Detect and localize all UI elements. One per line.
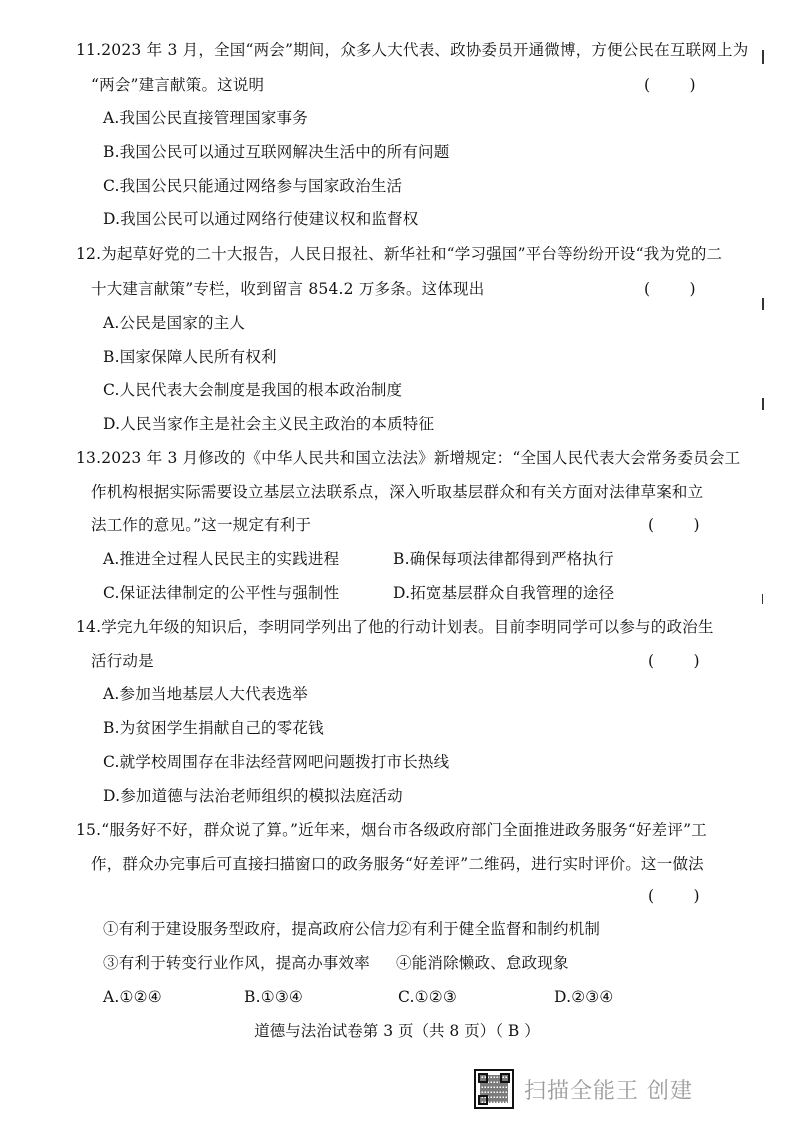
- q13-option-b: B.确保每项法律都得到严格执行: [393, 550, 614, 568]
- q11-option-c: C.我国公民只能通过网络参与国家政治生活: [103, 177, 403, 195]
- q12-option-d: D.人民当家作主是社会主义民主政治的本质特征: [103, 415, 435, 433]
- q11-stem-line-1: 11.2023 年 3 月，全国“两会”期间，众多人大代表、政协委员开通微博，方便公民在互联网上为: [76, 41, 749, 59]
- q11-stem-line-2: “两会”建言献策。这说明: [91, 76, 265, 94]
- q12-stem-line-1: 12.为起草好党的二十大报告，人民日报社、新华社和“学习强国”平台等纷纷开设“我为党的二: [76, 245, 723, 263]
- qr-code-icon: [474, 1069, 514, 1109]
- scanner-watermark: [474, 1068, 693, 1110]
- q15-option-b: B.①③④: [244, 988, 304, 1006]
- q15-option-c: C.①②③: [398, 988, 457, 1006]
- q12-answer-paren: ( ): [644, 280, 696, 298]
- q14-stem-line-1: 14.学完九年级的知识后，李明同学列出了他的行动计划表。目前李明同学可以参与的政治生: [76, 618, 714, 636]
- q11-answer-paren: ( ): [644, 76, 696, 94]
- q15-statement-1: ①有利于建设服务型政府，提高政府公信力: [103, 920, 402, 938]
- q12-option-b: B.国家保障人民所有权利: [103, 348, 277, 366]
- q13-stem-line-1: 13.2023 年 3 月修改的《中华人民共和国立法法》新增规定：“全国人民代表大会常务委员会工: [76, 449, 741, 467]
- q12-stem-line-2: 十大建言献策”专栏，收到留言 854.2 万多条。这体现出: [91, 280, 485, 298]
- q12-option-a: A.公民是国家的主人: [103, 314, 246, 332]
- watermark-text: 扫描全能王 创建: [524, 1078, 693, 1104]
- q14-option-b: B.为贫困学生捐献自己的零花钱: [103, 719, 324, 737]
- edge-mark: [762, 594, 763, 604]
- edge-mark: [762, 50, 764, 64]
- q14-answer-paren: ( ): [648, 652, 700, 670]
- q15-statement-3: ③有利于转变行业作风，提高办事效率: [103, 954, 370, 972]
- q15-answer-paren: ( ): [648, 887, 700, 905]
- q15-stem-line-2: 作，群众办完事后可直接扫描窗口的政务服务“好差评”二维码，进行实时评价。这一做法: [91, 855, 704, 873]
- q15-stem-line-1: 15.“服务好不好，群众说了算。”近年来，烟台市各级政府部门全面推进政务服务“好差评”工: [76, 821, 707, 839]
- q15-option-a: A.①②④: [103, 988, 162, 1006]
- q15-option-d: D.②③④: [554, 988, 614, 1006]
- q12-option-c: C.人民代表大会制度是我国的根本政治制度: [103, 381, 403, 399]
- edge-mark: [762, 298, 764, 310]
- q14-option-d: D.参加道德与法治老师组织的模拟法庭活动: [103, 787, 403, 805]
- q13-option-c: C.保证法律制定的公平性与强制性: [103, 584, 340, 602]
- q11-option-a: A.我国公民直接管理国家事务: [103, 109, 308, 127]
- q11-option-b: B.我国公民可以通过互联网解决生活中的所有问题: [103, 143, 450, 161]
- q15-statement-4: ④能消除懒政、怠政现象: [396, 954, 569, 972]
- q13-stem-line-3: 法工作的意见。”这一规定有利于: [91, 516, 312, 534]
- q14-option-c: C.就学校周围存在非法经营网吧问题拨打市长热线: [103, 753, 450, 771]
- q13-option-d: D.拓宽基层群众自我管理的途径: [393, 584, 615, 602]
- q11-option-d: D.我国公民可以通过网络行使建议权和监督权: [103, 210, 419, 228]
- q14-stem-line-2: 活行动是: [91, 652, 154, 670]
- q15-statement-2: ②有利于健全监督和制约机制: [396, 920, 601, 938]
- q14-option-a: A.参加当地基层人大代表选举: [103, 685, 308, 703]
- q13-stem-line-2: 作机构根据实际需要设立基层立法联系点，深入听取基层群众和有关方面对法律草案和立: [91, 483, 704, 501]
- q13-answer-paren: ( ): [648, 516, 700, 534]
- page-footer: 道德与法治试卷第 3 页（共 8 页）（ B ）: [254, 1022, 540, 1040]
- q13-option-a: A.推进全过程人民民主的实践进程: [103, 550, 340, 568]
- edge-mark: [762, 398, 764, 410]
